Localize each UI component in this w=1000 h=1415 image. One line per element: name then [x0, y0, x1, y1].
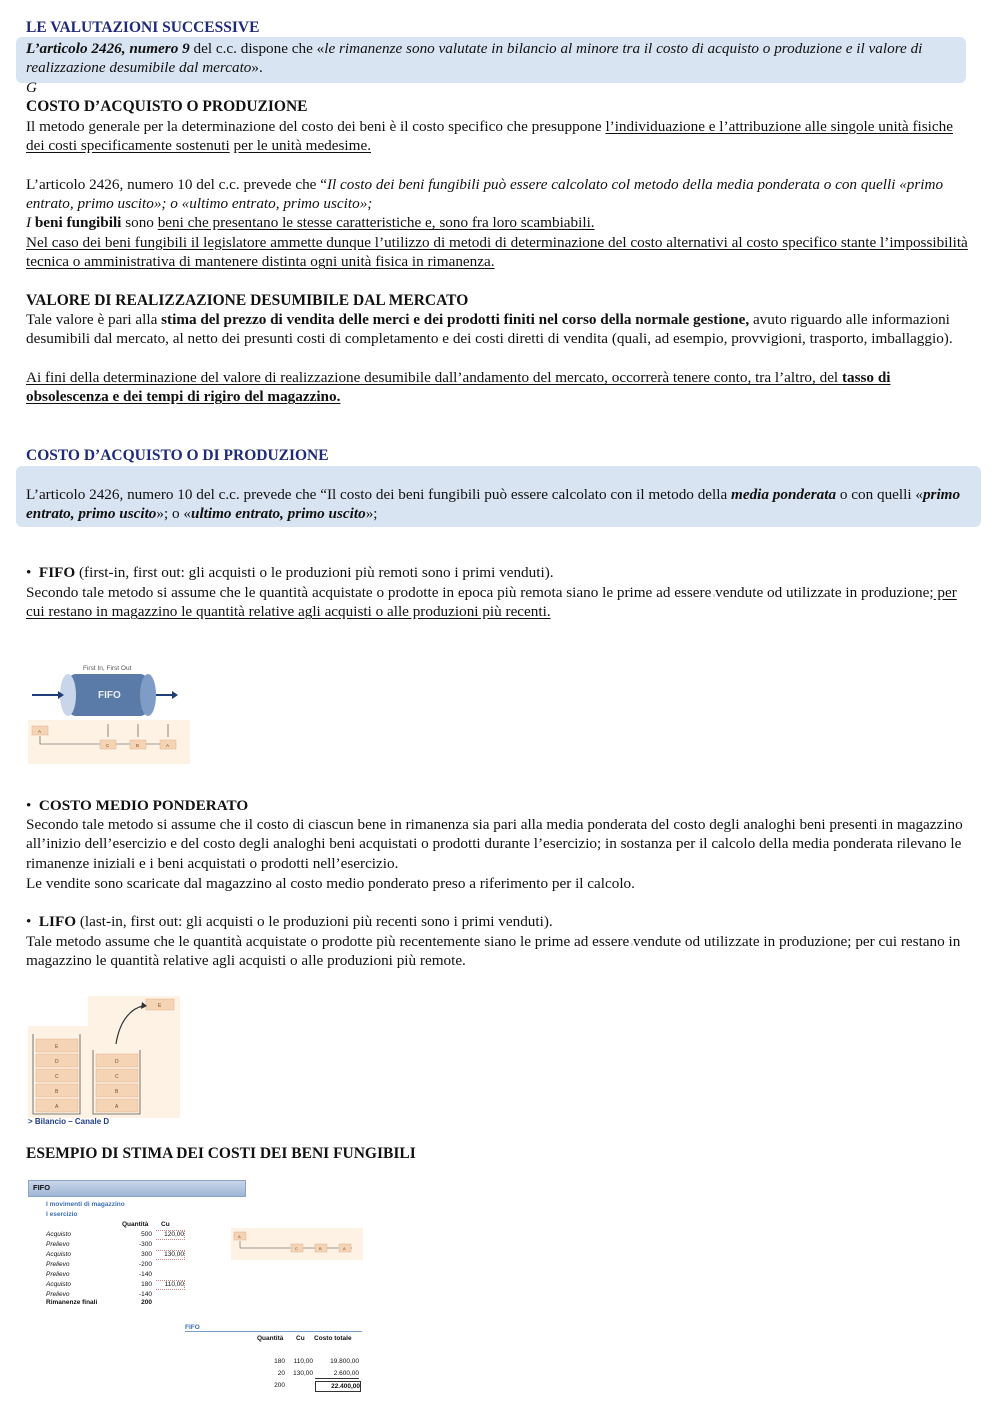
bold-italic-text: ultimo entrato, primo uscito	[191, 505, 366, 523]
movement-type: Acquisto	[46, 1251, 71, 1258]
res-col-cu: Cu	[296, 1335, 305, 1342]
stack-box-label: A	[115, 1104, 119, 1110]
box-label: B	[319, 1246, 322, 1251]
movement-qty: 500	[141, 1231, 152, 1238]
lifo-desc: (last-in, first out: gli acquisti o le produzioni più recenti sono i primi venduti).	[76, 913, 553, 930]
final-qty: 200	[141, 1299, 152, 1306]
result-total: 22.400,00	[315, 1381, 361, 1392]
res-col-quantita: Quantità	[257, 1335, 284, 1342]
bold-italic-text: media ponderata	[731, 486, 837, 503]
exercise-subtitle: I esercizio	[46, 1211, 78, 1218]
table-row	[46, 1270, 196, 1280]
movement-type: Acquisto	[46, 1231, 71, 1238]
bold-italic-text: primo entrato, primo uscito	[26, 486, 961, 523]
result-total: 19.800,00	[330, 1358, 359, 1365]
fifo-result-table	[255, 1357, 365, 1393]
lifo-illustration	[28, 996, 180, 1126]
paragraph-fifo	[26, 583, 971, 622]
text: avuto riguardo alle informazioni desumibili dal mercato, al netto dei presunti costi di completamento e dei costi diretti di vendita (quali, ad esempio, provvigioni, trasporto, imballaggio).	[26, 311, 953, 348]
table-row	[46, 1230, 196, 1240]
text: I	[26, 214, 35, 231]
bullet: •	[26, 913, 32, 930]
quote-text: le rimanenze sono valutate in bilancio al minore tra il costo di acquisto o produzione e il valore di realizzazione desumibile dal mercato	[26, 40, 923, 77]
result-qty: 200	[274, 1382, 285, 1389]
col-quantita: Quantità	[122, 1221, 149, 1228]
fifo-illustration	[28, 660, 190, 764]
stack-box-label: A	[55, 1104, 59, 1110]
fifo-result-label: FIFO	[185, 1324, 200, 1331]
cmp-title: COSTO MEDIO PONDERATO	[38, 797, 249, 814]
movement-cu: 120,00	[156, 1230, 185, 1240]
box-label: C	[295, 1246, 298, 1251]
paragraph-metodi	[26, 485, 971, 524]
movement-qty: 180	[141, 1281, 152, 1288]
movement-type: Acquisto	[46, 1281, 71, 1288]
article-9-quote	[26, 39, 971, 78]
paragraph-beni-fungibili	[26, 213, 971, 232]
result-cu: 110,00	[293, 1358, 313, 1365]
fifo-bullet-line	[26, 563, 554, 582]
text: L’articolo 2426, numero 10 del c.c. prevede che “	[26, 176, 327, 193]
underlined-text: per le unità medesime.	[233, 137, 371, 155]
heading-esempio: ESEMPIO DI STIMA DEI COSTI DEI BENI FUNGIBILI	[26, 1145, 416, 1162]
bold-text: beni fungibili	[34, 214, 122, 231]
bullet: •	[26, 797, 32, 814]
highlighted-text: il costo di ciascun bene in rimanenza sia pari alla media ponderata del costo degli analoghi beni presenti in magazzino all’inizio dell’esercizio e del costo degli analoghi beni acquistati o prodotti durante l’esercizio;	[26, 816, 963, 853]
result-cu: 130,00	[293, 1370, 313, 1377]
movement-qty: -200	[138, 1261, 152, 1268]
underlined-text: per cui restano in magazzino le quantità relative agli acquisti o alle produzioni più recenti.	[26, 584, 957, 621]
quote-ref: L’articolo 2426, numero 9	[26, 40, 190, 57]
text: sono	[121, 214, 158, 231]
text: Tale valore è pari alla	[26, 311, 162, 328]
movement-qty: -140	[138, 1271, 152, 1278]
fifo-caption: First In, First Out	[83, 665, 132, 672]
movement-cu: 130,00	[156, 1250, 185, 1260]
movements-subtitle: I movimenti di magazzino	[46, 1201, 125, 1208]
box-label: B	[136, 743, 140, 748]
highlighted-text: le quantità acquistate o prodotte più recentemente siano le prime ad essere vendute od utilizzate in produzione;	[178, 933, 852, 950]
movement-qty: -300	[138, 1241, 152, 1248]
underlined-text: l’individuazione e l’attribuzione alle singole unità fisiche dei costi specificamente sostenuti	[26, 118, 953, 155]
table-row	[46, 1240, 196, 1250]
table-row	[46, 1260, 196, 1270]
table-row	[46, 1280, 196, 1290]
heading-costo-produzione: COSTO D’ACQUISTO O DI PRODUZIONE	[26, 447, 329, 464]
italic-text: Il costo dei beni fungibili può essere calcolato col metodo della media ponderata o con quelli «primo entrato, primo uscito»; o «ultimo entrato, primo uscito»;	[26, 176, 944, 213]
stack-box-label: B	[55, 1089, 59, 1095]
text: per cui restano in magazzino le quantità relative agli acquisti o alle produzioni più remote.	[26, 933, 961, 970]
movement-type: Prelievo	[46, 1291, 70, 1298]
stack-box-label: C	[55, 1074, 59, 1080]
table-row	[255, 1381, 365, 1393]
paragraph-article-10	[26, 175, 971, 214]
heading-valore-realizzazione: VALORE DI REALIZZAZIONE DESUMIBILE DAL MERCATO	[26, 292, 469, 309]
text: »; o «	[156, 505, 191, 523]
watermark-text: > Bilancio – Canale D	[28, 1117, 110, 1126]
moved-box-label: E	[158, 1003, 162, 1009]
fifo-label: FIFO	[98, 690, 121, 701]
quote-mid: del c.c. dispone che «	[189, 40, 325, 57]
result-divider	[185, 1331, 362, 1332]
text: »;	[365, 505, 378, 523]
heading-costo-acquisto: COSTO D’ACQUISTO O PRODUZIONE	[26, 98, 308, 115]
table-row	[255, 1369, 365, 1381]
text: L’articolo 2426, numero 10 del c.c. prevede che “Il costo dei beni fungibili può essere calcolato con il metodo della	[26, 486, 732, 503]
res-col-costo-totale: Costo totale	[314, 1335, 352, 1342]
box-label: A	[238, 1234, 241, 1239]
text: Tale metodo assume che	[26, 933, 179, 950]
text: Ai fini della determinazione del valore di realizzazione desumibile dall’andamento del mercato, occorrerà tenere conto, tra l’altro, del	[26, 369, 842, 386]
stack-box-label: C	[115, 1074, 119, 1080]
bold-text: tasso di obsolescenza e dei tempi di rigiro del magazzino.	[26, 369, 891, 406]
box-label: C	[106, 743, 110, 748]
stack-box-label: D	[55, 1059, 59, 1065]
text: o con quelli «	[836, 486, 923, 503]
paragraph-lifo	[26, 932, 971, 971]
col-cu: Cu	[161, 1221, 170, 1228]
result-qty: 180	[274, 1358, 285, 1365]
section-heading-valutazioni: LE VALUTAZIONI SUCCESSIVE	[26, 19, 260, 36]
table-row	[46, 1250, 196, 1260]
paragraph-costo-specifico	[26, 117, 971, 156]
bold-text: stima del prezzo di vendita delle merci e dei prodotti finiti nel corso della normale gestione,	[161, 311, 750, 328]
box-label: A	[166, 743, 170, 748]
fifo-bar-label: FIFO	[33, 1183, 51, 1192]
movement-qty: 300	[141, 1251, 152, 1258]
paragraph-cmp-vendite: Le vendite sono scaricate dal magazzino al costo medio ponderato preso a riferimento per il calcolo.	[26, 875, 635, 892]
box-label: A	[38, 729, 42, 734]
result-total: 2.600,00	[315, 1369, 359, 1379]
movement-type: Prelievo	[46, 1271, 70, 1278]
movement-type: Prelievo	[46, 1241, 70, 1248]
fifo-desc: (first-in, first out: gli acquisti o le produzioni più remoti sono i primi venduti).	[75, 564, 554, 581]
fifo-title-bar	[28, 1180, 246, 1197]
paragraph-obsolescenza	[26, 368, 971, 407]
paragraph-legislatore: Nel caso dei beni fungibili il legislatore ammette dunque l’utilizzo di metodi di determinazione del costo alternativi al costo specifico stante l’impossibilità tecnica o amministrativa di mantenere distinta ogni unità fisica in rimanenza.	[26, 234, 968, 271]
text: Secondo tale metodo si assume che	[26, 816, 245, 833]
paragraph-cmp	[26, 815, 971, 873]
stack-box-label: B	[115, 1089, 119, 1095]
fifo-title: FIFO	[38, 564, 76, 581]
table-row	[255, 1357, 365, 1369]
lifo-title: LIFO	[38, 913, 77, 930]
movement-cu: 110,00	[156, 1280, 185, 1290]
final-label: Rimanenze finali	[46, 1299, 98, 1306]
mini-fifo-diagram	[231, 1228, 363, 1260]
text: Il metodo generale per la determinazione del costo dei beni è il costo specifico che presuppone	[26, 118, 606, 135]
stack-box-label: D	[115, 1059, 119, 1065]
movement-type: Prelievo	[46, 1261, 70, 1268]
cmp-bullet-line	[26, 796, 248, 815]
lifo-bullet-line	[26, 912, 553, 931]
paragraph-stima-prezzo	[26, 310, 971, 349]
quote-end: ».	[251, 59, 263, 77]
result-qty: 20	[277, 1370, 285, 1377]
stray-letter: G	[26, 79, 37, 96]
bullet: •	[26, 564, 32, 581]
movements-table	[46, 1230, 196, 1300]
text: in sostanza per il calcolo della media ponderata rilevano le rimanenze iniziali e i beni acquistati o prodotti nell’esercizio.	[26, 835, 962, 872]
movement-qty: -140	[138, 1291, 152, 1298]
underlined-text: beni che presentano le stesse caratteristiche e, sono fra loro scambiabili.	[157, 214, 595, 231]
stack-box-label: E	[55, 1044, 59, 1050]
highlighted-text: Secondo tale metodo si assume che le quantità acquistate o prodotte in epoca più remota siano le prime ad essere vendute od utilizzate in produzione;	[26, 584, 934, 601]
box-label: A	[343, 1246, 346, 1251]
